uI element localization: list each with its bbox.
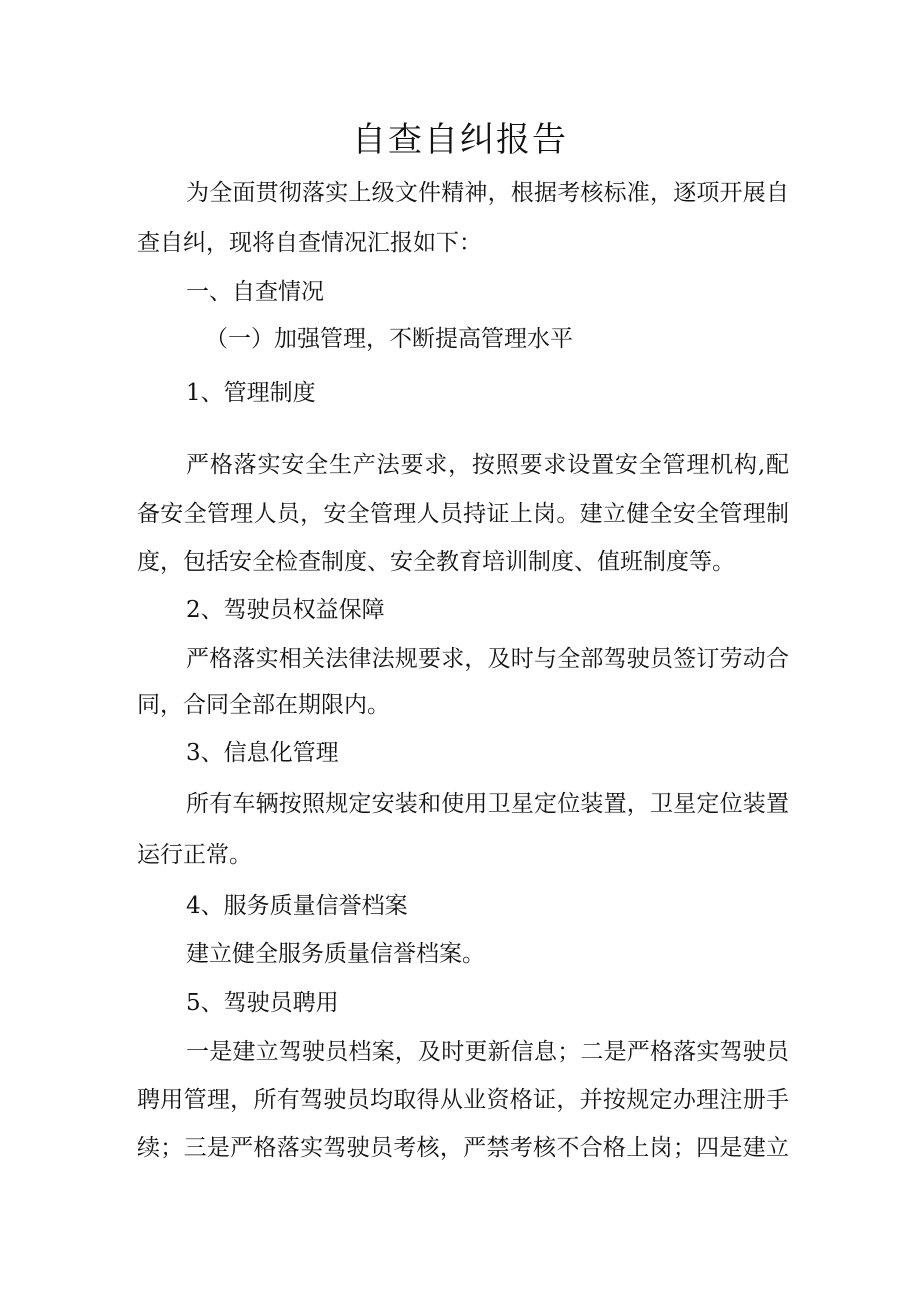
document-title: 自查自纠报告 (352, 120, 568, 160)
item-3-line-2: 运行正常。 (137, 842, 252, 868)
item-heading-3: 3、信息化管理 (186, 740, 339, 766)
item-2-line-2: 同，合同全部在期限内。 (137, 692, 390, 718)
item-1-line-3: 度，包括安全检查制度、安全教育培训制度、值班制度等。 (137, 549, 735, 575)
item-heading-1: 1、管理制度 (186, 380, 316, 406)
item-heading-4: 4、服务质量信誉档案 (186, 893, 408, 919)
intro-line-2: 查自纠，现将自查情况汇报如下： (137, 230, 482, 256)
item-1-line-2: 备安全管理人员，安全管理人员持证上岗。建立健全安全管理制 (137, 501, 789, 527)
item-4-line-1: 建立健全服务质量信誉档案。 (186, 941, 485, 967)
item-5-line-2: 聘用管理，所有驾驶员均取得从业资格证，并按规定办理注册手 (137, 1087, 789, 1113)
item-5-line-3: 续；三是严格落实驾驶员考核，严禁考核不合格上岗；四是建立 (137, 1135, 789, 1161)
item-2-line-1: 严格落实相关法律法规要求，及时与全部驾驶员签订劳动合 (186, 646, 789, 672)
intro-line-1: 为全面贯彻落实上级文件精神，根据考核标准，逐项开展自 (186, 180, 789, 206)
item-heading-2: 2、驾驶员权益保障 (186, 597, 385, 623)
subsection-heading: （一）加强管理，不断提高管理水平 (205, 326, 573, 352)
item-3-line-1: 所有车辆按照规定安装和使用卫星定位装置，卫星定位装置 (186, 791, 789, 817)
item-heading-5: 5、驾驶员聘用 (186, 990, 339, 1016)
section-heading: 一、自查情况 (186, 279, 324, 305)
item-5-line-1: 一是建立驾驶员档案，及时更新信息；二是严格落实驾驶员 (186, 1039, 789, 1065)
item-1-line-1: 严格落实安全生产法要求，按照要求设置安全管理机构,配 (186, 452, 789, 478)
